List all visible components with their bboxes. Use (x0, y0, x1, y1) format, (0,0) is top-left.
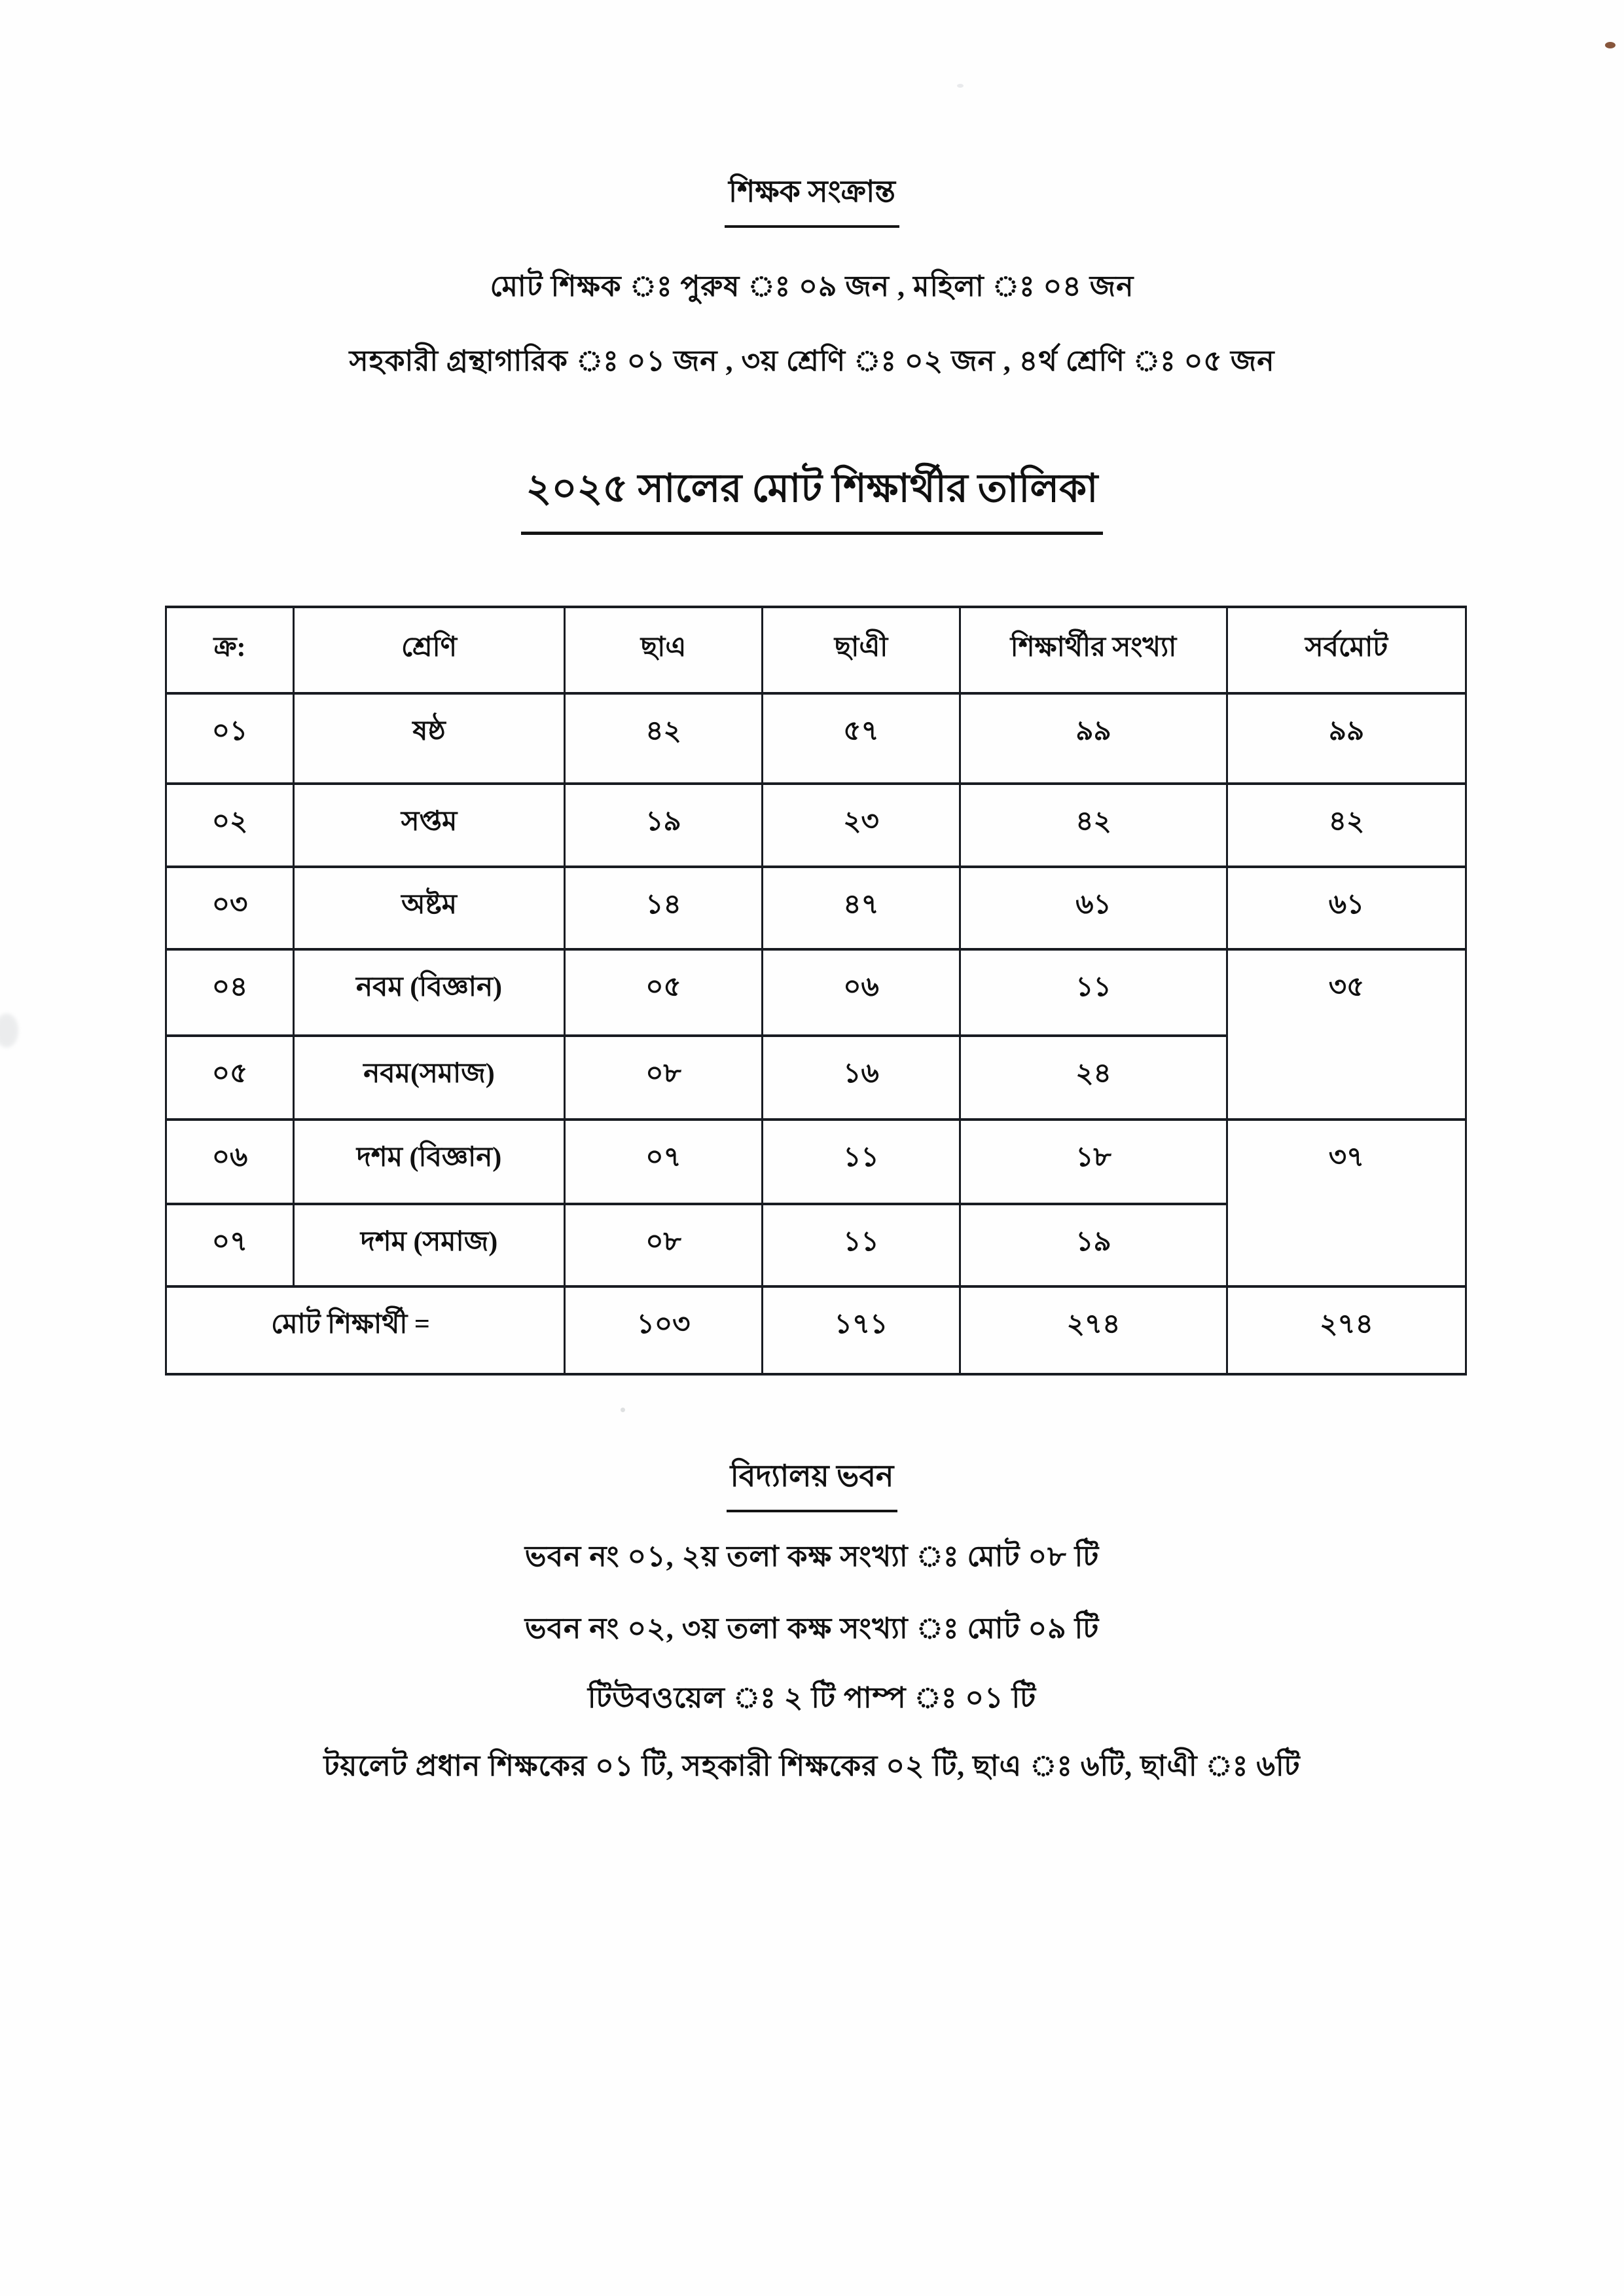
building-line-4: টয়লেট প্রধান শিক্ষকের ০১ টি, সহকারী শিক্ষকের ০২ টি, ছাএ ঃ ৬টি, ছাএী ঃ ৬টি (323, 1750, 1301, 1782)
col-header-boys: ছাএ (565, 607, 763, 693)
cell-class: অষ্টম (294, 867, 565, 949)
cell-girls: ২৩ (763, 784, 960, 867)
cell-girls: ১১ (763, 1120, 960, 1204)
table-row (166, 1120, 1466, 1204)
total-label-cell: মোট শিক্ষার্থী = (166, 1286, 565, 1374)
cell-boys: ০৭ (565, 1120, 763, 1204)
col-header-grand-total: সর্বমোট (1227, 607, 1466, 693)
cell-boys: ০৫ (565, 949, 763, 1036)
cell-boys: ০৮ (565, 1204, 763, 1286)
student-table-title (0, 458, 1624, 535)
cell-girls: ৪৭ (763, 867, 960, 949)
teacher-section-heading (0, 169, 1624, 228)
cell-serial: ০৬ (166, 1120, 294, 1204)
scan-artifact (0, 1013, 18, 1048)
table-row (166, 693, 1466, 784)
table-row (166, 867, 1466, 949)
building-section-heading-text: বিদ্যালয় ভবন (727, 1453, 898, 1512)
total-boys-cell: ১০৩ (565, 1286, 763, 1374)
merged-grand-total-nine: ৩৫ (1227, 949, 1466, 1120)
cell-girls: ১৬ (763, 1036, 960, 1120)
cell-students: ১১ (960, 949, 1227, 1036)
cell-serial: ০৩ (166, 867, 294, 949)
cell-grand-total: ৬১ (1227, 867, 1466, 949)
cell-class: নবম (বিজ্ঞান) (294, 949, 565, 1036)
cell-students: ২৪ (960, 1036, 1227, 1120)
merged-grand-total-ten: ৩৭ (1227, 1120, 1466, 1286)
total-girls-cell: ১৭১ (763, 1286, 960, 1374)
building-line-3: টিউবওয়েল ঃ ২ টি পাম্প ঃ ০১ টি (587, 1682, 1037, 1714)
cell-class: ষষ্ঠ (294, 693, 565, 784)
cell-students: ৪২ (960, 784, 1227, 867)
building-line-2: ভবন নং ০২, ৩য় তলা কক্ষ সংখ্যা ঃ মোট ০৯ টি (524, 1613, 1100, 1645)
table-row (166, 784, 1466, 867)
cell-grand-total: ৪২ (1227, 784, 1466, 867)
cell-students: ১৯ (960, 1204, 1227, 1286)
cell-girls: ৫৭ (763, 693, 960, 784)
cell-serial: ০১ (166, 693, 294, 784)
teacher-section-heading-text: শিক্ষক সংক্রান্ত (725, 169, 899, 228)
table-row (166, 949, 1466, 1036)
cell-students: ৬১ (960, 867, 1227, 949)
cell-boys: ৪২ (565, 693, 763, 784)
col-header-student-count: শিক্ষার্থীর সংখ্যা (960, 607, 1227, 693)
cell-boys: ০৮ (565, 1036, 763, 1120)
building-line-1: ভবন নং ০১, ২য় তলা কক্ষ সংখ্যা ঃ মোট ০৮ টি (524, 1540, 1100, 1573)
cell-class: দশম (সমাজ) (294, 1204, 565, 1286)
scan-artifact (1605, 42, 1615, 48)
table-total-row (166, 1286, 1466, 1374)
cell-serial: ০৭ (166, 1204, 294, 1286)
col-header-serial: ক্র: (166, 607, 294, 693)
cell-grand-total: ৯৯ (1227, 693, 1466, 784)
cell-girls: ০৬ (763, 949, 960, 1036)
cell-class: দশম (বিজ্ঞান) (294, 1120, 565, 1204)
total-grand-total-cell: ২৭৪ (1227, 1286, 1466, 1374)
total-students-cell: ২৭৪ (960, 1286, 1227, 1374)
scan-artifact (957, 84, 964, 88)
building-section-heading (0, 1453, 1624, 1512)
cell-class: নবম(সমাজ) (294, 1036, 565, 1120)
teacher-total-line: মোট শিক্ষক ঃ পুরুষ ঃ ০৯ জন , মহিলা ঃ ০৪ জন (490, 270, 1134, 302)
cell-serial: ০৪ (166, 949, 294, 1036)
teacher-staff-line: সহকারী গ্রন্থাগারিক ঃ ০১ জন , ৩য় শ্রেণি ঃ ০২ জন , ৪র্থ শ্রেণি ঃ ০৫ জন (349, 345, 1275, 377)
cell-serial: ০২ (166, 784, 294, 867)
col-header-class: শ্রেণি (294, 607, 565, 693)
student-table-container (165, 606, 1467, 1376)
cell-students: ১৮ (960, 1120, 1227, 1204)
col-header-girls: ছাএী (763, 607, 960, 693)
cell-serial: ০৫ (166, 1036, 294, 1120)
cell-girls: ১১ (763, 1204, 960, 1286)
table-header-row (166, 607, 1466, 693)
cell-boys: ১৪ (565, 867, 763, 949)
student-table-title-text: ২০২৫ সালের মোট শিক্ষার্থীর তালিকা (521, 458, 1104, 535)
student-table (165, 606, 1467, 1376)
scan-artifact (621, 1408, 625, 1412)
cell-class: সপ্তম (294, 784, 565, 867)
cell-boys: ১৯ (565, 784, 763, 867)
cell-students: ৯৯ (960, 693, 1227, 784)
